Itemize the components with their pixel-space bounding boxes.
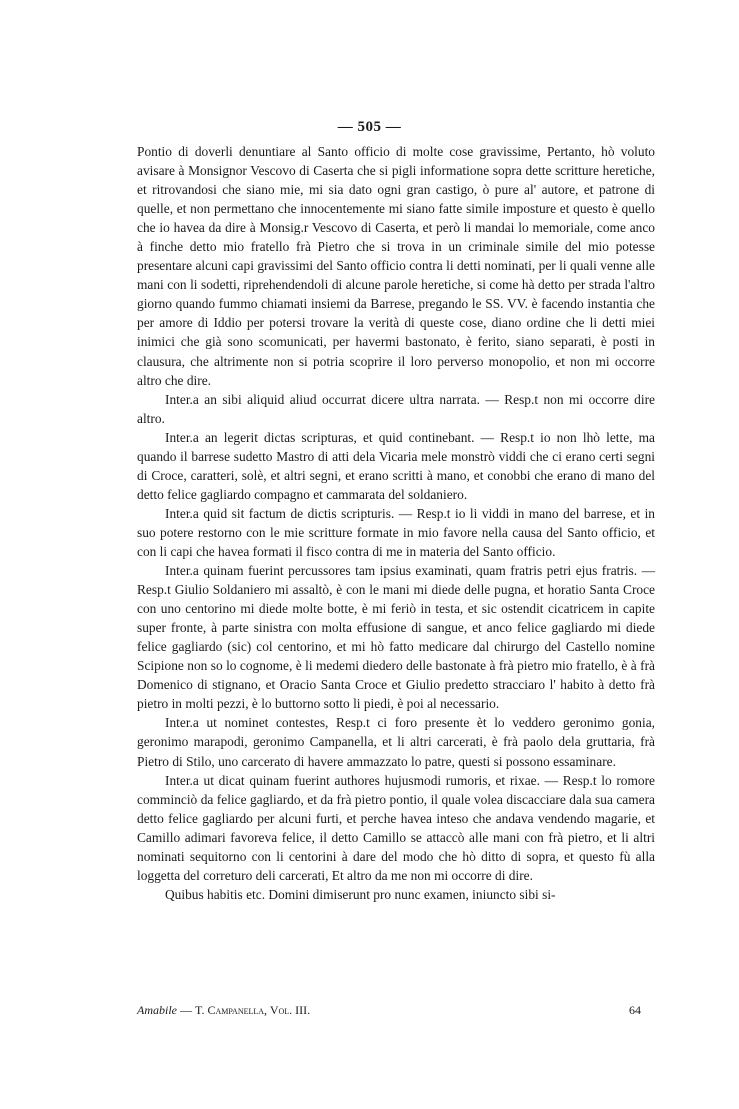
footer-separator: — — [177, 1003, 195, 1017]
footer-citation — [137, 1003, 310, 1017]
footer-author: Amabile — [137, 1003, 177, 1017]
footer-volume: T. Campanella, Vol. III. — [195, 1003, 311, 1017]
paragraph-interrogation-6: Inter.a ut dicat quinam fuerint authores hujusmodi rumoris, et rixae. — Resp.t lo romore comminciò da felice gagliardo, et da frà pietro pontio, il quale volea discacciare dala sua camera detto felice gagliardo per alcuni furti, et perche havea inteso che andava vendendo magarie, et Camillo adimari favoreva felice, il detto Camillo se attaccò alle mani con frà pietro, et li altri nominati sequitorno con li centorini à dare del modo che hò ditto di sopra, et questo fù alla loggetta del correturo deli carcerati, Et altro da me non mi occorre di dire. — [137, 772, 655, 883]
paragraph-interrogation-1: Inter.a an sibi aliquid aliud occurrat dicere ultra narrata. — Resp.t non mi occorre dire altro. — [137, 391, 655, 426]
body-text — [137, 142, 655, 904]
footer-signature: 64 — [629, 1003, 641, 1017]
paragraph-interrogation-2: Inter.a an legerit dictas scripturas, et quid continebant. — Resp.t io non lhò lette, ma quando il barrese sudetto Mastro di atti dela Vicaria mele monstrò viddi che ci erano certi segni di Croce, caratteri, solè, et altri segni, et erano scritti à mano, et conobbi che erano di mano del detto felice gagliardo compagno et cammarata del soldaniero. — [137, 429, 655, 502]
paragraph-interrogation-3: Inter.a quid sit factum de dictis scripturis. — Resp.t io li viddi in mano del barrese, et in suo potere restorno con le mie scritture formate in mio favore nella causa del Santo officio, et con li capi che havea formati il fisco contra di me in materia del Santo officio. — [137, 505, 655, 559]
page-number: — 505 — — [337, 119, 402, 135]
paragraph-interrogation-5: Inter.a ut nominet contestes, Resp.t ci foro presente èt lo veddero geronimo gonia, geronimo marapodi, geronimo Campanella, et li altri carcerati, è frà paolo dela gruttaria, frà Pietro di Stilo, uno carcerato di havere ammazzato lo patre, questi si possono essaminare. — [137, 715, 655, 769]
paragraph-deposition-statement: Pontio di doverli denuntiare al Santo officio di molte cose gravissime, Pertanto, hò voluto avisare à Monsignor Vescovo di Caserta che si pigli informatione sopra dette scritture heretiche, et ritrovandosi che siano mie, mi sia dato ogni gran castigo, ò pure al' autore, et patrone di quelle, et non permettano che innocentemente mi siano fatte simile imposture et questo è quello che io havea da dire à Monsig.r Vescovo di Caserta, et però li mandai lo memoriale, come anco à finche detto mio fratello frà Pietro che si trova in un criminale simile del mio potesse presentare alcuni capi gravissimi del Santo officio contra li detti nominati, per li quali venne alle mani con li sodetti, riprehendendoli di alcune parole heretiche, si come hà detto per strada l'altro giorno quando fummo chiamati insiemi da Barrese, pregando le SS. VV. è facendo instantia che per amore di Iddio per potersi trovare la verità di queste cose, diano ordine che li detti miei inimici che già sono scomunicati, per havermi bastonato, è ferito, siano separati, è posti in clausura, che altrimente non si potria scoprire il loro perverso monopolio, et non mi occorre altro che dire. — [137, 144, 655, 388]
paragraph-interrogation-4: Inter.a quinam fuerint percussores tam ipsius examinati, quam fratris petri ejus fratris. — Resp.t Giulio Soldaniero mi assaltò, è con le mani mi diede delle pugna, et horatio Santa Croce con uno centorino mi diede molte botte, è mi feriò in testa, et sic ostendit cicatricem in capite super fronte, à parte sinistra con molta effusione di sangue, et anco felice gagliardo mi diede felice gagliardo (sic) col centorino, et mi hò fatto medicare dal chirurgo del Castello nomine Scipione non so lo cognome, è li medemi diedero delle bastonate à frà pietro mio fratello, è à frà Domenico di stignano, et Oracio Santa Croce et Giulio predetto stracciaro l' habito à detto frà pietro in molti pezzi, è lo buttorno sotto li piedi, è poi al necessario. — [137, 563, 655, 712]
paragraph-closing: Quibus habitis etc. Domini dimiserunt pro nunc examen, iniuncto sibi si- — [165, 886, 556, 902]
